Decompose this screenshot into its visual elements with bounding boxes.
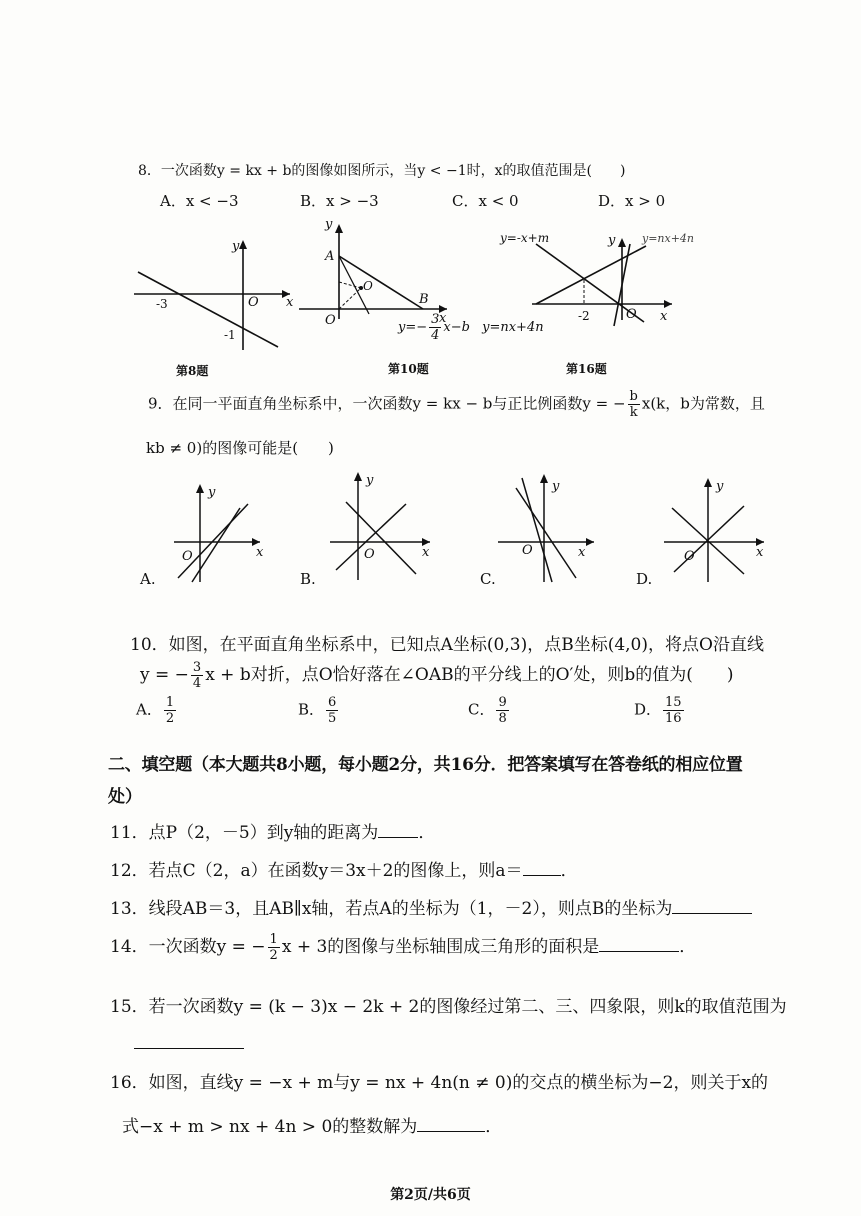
q10-option-d-den: 16 <box>665 711 682 726</box>
q10-stem-b-pre: y = − <box>140 665 189 685</box>
fig16-origin: O <box>626 307 637 322</box>
fig10-dashed-segment <box>339 288 361 309</box>
fig8-caption: 第8题 <box>176 364 209 378</box>
q10-option-a-frac <box>164 696 176 725</box>
fig10-line-ab <box>339 256 423 309</box>
q10-option-a <box>136 696 178 725</box>
q16-line2 <box>122 1112 502 1137</box>
q14-period: ． <box>679 937 697 957</box>
fig10-y-label: y <box>325 217 333 232</box>
q10-option-b-frac <box>326 696 338 725</box>
q10-option-a-num: 1 <box>165 695 175 710</box>
fig16-line1-label: y=-x+m <box>500 231 550 245</box>
q9-graph-d <box>660 468 770 588</box>
fig16-line-nx-plus-4n <box>536 246 646 304</box>
fig10-x-label: x <box>439 311 447 326</box>
fig10-origin: O <box>325 313 336 328</box>
fig10-dashed-segment-2 <box>339 282 361 288</box>
fig10-caption: 第10题 <box>388 362 429 376</box>
q9-stem-b: x(k，b为常数，且 <box>641 394 765 413</box>
figure-8 <box>130 232 294 352</box>
q14-answer-blank[interactable] <box>599 951 679 952</box>
q16-answer-blank[interactable] <box>417 1131 485 1132</box>
q8-option-d: D．x > 0 <box>598 192 666 210</box>
q10-option-c-den: 8 <box>498 711 507 726</box>
q9-graph-a-o: O <box>182 549 193 564</box>
fig16-label-minus2: -2 <box>578 309 590 323</box>
q12-answer-blank[interactable] <box>523 875 561 876</box>
fig10-label-oprime: O <box>363 279 373 293</box>
q9-frac-den: k <box>629 405 638 420</box>
q9-graph-a-x: x <box>256 545 264 560</box>
q10-option-a-letter: A． <box>136 700 162 719</box>
fig8-origin: O <box>248 295 259 310</box>
q14-frac-den: 2 <box>269 948 278 963</box>
q9-graph-c-y: y <box>552 479 560 494</box>
q9-graph-c-x: x <box>578 545 586 560</box>
q10-option-a-den: 2 <box>165 711 175 726</box>
q8-stem: 8．一次函数y = kx + b的图像如图所示，当y < −1时，x的取值范围是( ) <box>138 163 626 179</box>
section-2-heading-cont: 处） <box>108 787 142 807</box>
q10-option-c-num: 9 <box>498 695 507 710</box>
q9-frac-num: b <box>629 389 638 404</box>
q10-option-d-num: 15 <box>665 695 682 710</box>
q14-fraction <box>268 933 280 962</box>
fig16-caption: 第16题 <box>566 362 607 376</box>
q9-graph-d-o: O <box>684 549 695 564</box>
fig16-handwritten-label: y=nx+4n <box>642 232 695 245</box>
q13-text: 13．线段AB＝3，且AB∥x轴，若点A的坐标为（1，－2），则点B的坐标为 <box>110 899 673 919</box>
fig10-formula2: y=nx+4n <box>482 320 544 335</box>
q8-option-a: A．x < −3 <box>160 192 239 210</box>
q13 <box>110 894 752 919</box>
q9-stem-line1 <box>148 390 765 419</box>
fig8-x-label: x <box>286 295 294 310</box>
figure-16 <box>496 228 706 328</box>
q10-option-d <box>634 696 686 725</box>
q13-answer-blank[interactable] <box>672 913 752 914</box>
q10-option-b-letter: B． <box>298 700 325 719</box>
q16-period: ． <box>485 1117 503 1137</box>
q10-frac-den: 4 <box>192 676 202 691</box>
q9-graph-b-x: x <box>422 545 430 560</box>
fig10-formula-den: 4 <box>431 328 440 343</box>
q11-answer-blank[interactable] <box>378 837 418 838</box>
q9-graph-a-y: y <box>208 485 216 500</box>
q12-period: ． <box>560 861 578 881</box>
fig16-y-label: y <box>608 233 616 248</box>
q10-option-b-den: 5 <box>328 711 337 726</box>
fig10-formula-pre: y=− <box>398 320 428 335</box>
fig10-formula-fraction <box>429 313 441 342</box>
q10-stem-line1: 10．如图，在平面直角坐标系中，已知点A坐标(0,3)，点B坐标(4,0)，将点O沿直线 <box>130 635 764 655</box>
q14-frac-num: 1 <box>269 932 278 947</box>
fig8-y-label: y <box>232 239 240 254</box>
q11-text: 11．点P（2，－5）到y轴的距离为 <box>110 823 379 843</box>
q15: 15．若一次函数y = (k − 3)x − 2k + 2的图像经过第二、三、四象限，则k的取值范围为 <box>110 997 787 1017</box>
q9-option-a: A. <box>140 570 156 588</box>
q14-pre: 14．一次函数y = − <box>110 937 266 957</box>
q15-answer-blank[interactable] <box>134 1030 244 1049</box>
q8-option-b: B．x > −3 <box>300 192 379 210</box>
q9-graph-c-o: O <box>522 543 533 558</box>
q10-stem-b-post: x + b对折，点O恰好落在∠OAB的平分线上的O′处，则b的值为( ) <box>205 665 734 685</box>
q12 <box>110 856 578 881</box>
fig10-label-b: B <box>419 292 429 307</box>
q9-graph-d-x: x <box>756 545 764 560</box>
q10-option-c-letter: C． <box>468 700 495 719</box>
q10-option-d-letter: D． <box>634 700 662 719</box>
q9-option-c: C. <box>480 570 496 588</box>
q10-option-c <box>468 696 511 725</box>
fig10-label-a: A <box>325 249 335 264</box>
fig8-label-minus3: -3 <box>156 297 168 311</box>
q8-option-c: C．x < 0 <box>452 192 519 210</box>
q14 <box>110 932 696 962</box>
q10-stem-line2 <box>140 660 734 690</box>
q9-option-d: D. <box>636 570 653 588</box>
q14-post: x + 3的图像与坐标轴围成三角形的面积是 <box>281 937 600 957</box>
q11-period: ． <box>418 823 436 843</box>
q9-graph-b-o: O <box>364 547 375 562</box>
fig8-label-minus1: -1 <box>224 328 236 342</box>
q9-graph-b-y: y <box>366 473 374 488</box>
q11 <box>110 818 435 843</box>
q9-stem-a: 9．在同一平面直角坐标系中，一次函数y = kx − b与正比例函数y = − <box>148 394 626 413</box>
q9-graph-a <box>168 478 268 588</box>
q16-line1: 16．如图，直线y = −x + m与y = nx + 4n(n ≠ 0)的交点的横坐标为−2，则关于x的 <box>110 1073 769 1093</box>
q9-option-b: B. <box>300 570 316 588</box>
q10-frac-num: 3 <box>192 660 202 675</box>
q9-stem-line2: kb ≠ 0)的图像可能是( ) <box>146 439 334 457</box>
fig10-formula-post: x−b <box>443 320 470 335</box>
q9-fraction <box>628 390 640 419</box>
q9-graph-c <box>494 468 604 588</box>
q10-option-d-frac <box>663 696 684 725</box>
page-footer: 第2页/共6页 <box>390 1187 471 1203</box>
q10-option-b-num: 6 <box>328 695 337 710</box>
q10-fraction <box>191 661 203 690</box>
section-2-heading: 二、填空题（本大题共8小题，每小题2分，共16分．把答案填写在答卷纸的相应位置 <box>108 755 743 775</box>
q9-graph-b <box>326 466 436 586</box>
q9-graph-d-y: y <box>716 479 724 494</box>
q10-option-c-frac <box>496 696 508 725</box>
q16-line2-text: 式−x + m > nx + 4n > 0的整数解为 <box>122 1117 418 1137</box>
fig10-formula-num: 3 <box>431 312 440 327</box>
fig16-x-label: x <box>660 309 668 324</box>
q12-text: 12．若点C（2，a）在函数y＝3x＋2的图像上，则a＝ <box>110 861 523 881</box>
q10-option-b <box>298 696 340 725</box>
